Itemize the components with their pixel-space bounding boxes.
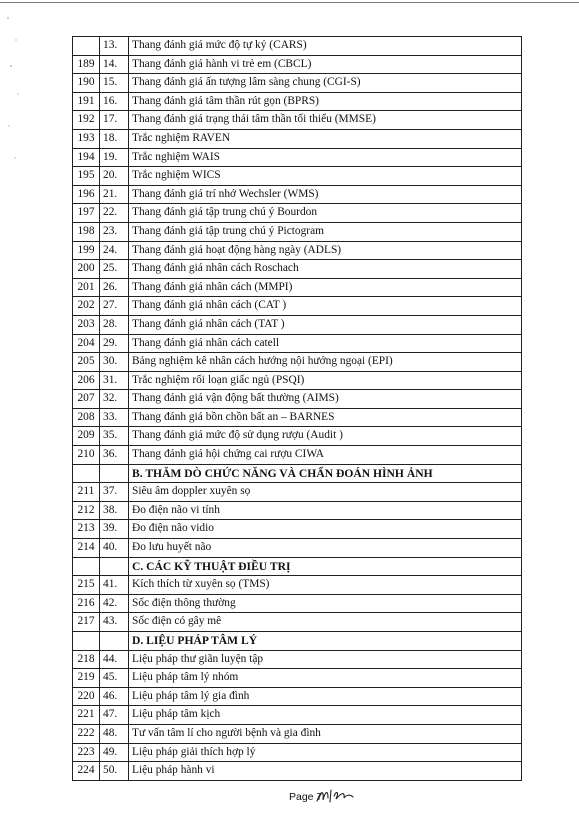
item-index: 19. xyxy=(100,148,129,167)
section-title: D. LIỆU PHÁP TÂM LÝ xyxy=(129,632,522,651)
procedure-name: Kích thích từ xuyên sọ (TMS) xyxy=(129,576,522,595)
table-row xyxy=(73,92,522,111)
item-index: 25. xyxy=(100,260,129,279)
row-number: 217 xyxy=(73,613,100,632)
table-row xyxy=(73,390,522,409)
procedure-name: Thang đánh giá ấn tượng lâm sàng chung (CGI-S) xyxy=(129,74,522,93)
table-row xyxy=(73,111,522,130)
table-row xyxy=(73,167,522,186)
procedure-name: Trắc nghiệm RAVEN xyxy=(129,129,522,148)
top-border-line xyxy=(0,2,579,3)
item-index: 40. xyxy=(100,539,129,558)
table-row xyxy=(73,650,522,669)
procedure-name: Thang đánh giá nhân cách (TAT ) xyxy=(129,315,522,334)
table-row xyxy=(73,185,522,204)
row-number: 212 xyxy=(73,501,100,520)
row-number xyxy=(73,37,100,56)
row-number: 194 xyxy=(73,148,100,167)
table-row xyxy=(73,74,522,93)
item-index: 42. xyxy=(100,594,129,613)
procedure-name: Thang đánh giá tâm thần rút gọn (BPRS) xyxy=(129,92,522,111)
procedure-name: Đo lưu huyết não xyxy=(129,539,522,558)
procedure-name: Liệu pháp tâm kịch xyxy=(129,706,522,725)
row-number: 224 xyxy=(73,762,100,781)
item-index: 36. xyxy=(100,446,129,465)
item-index: 33. xyxy=(100,408,129,427)
item-index: 50. xyxy=(100,762,129,781)
row-number: 203 xyxy=(73,315,100,334)
table-row xyxy=(73,222,522,241)
row-number: 202 xyxy=(73,297,100,316)
procedure-name: Thang đánh giá nhân cách (MMPI) xyxy=(129,278,522,297)
item-index xyxy=(100,557,129,576)
procedure-name: Bảng nghiệm kê nhân cách hướng nội hướng ngoại (EPI) xyxy=(129,353,522,372)
row-number: 216 xyxy=(73,594,100,613)
table-row xyxy=(73,687,522,706)
item-index: 31. xyxy=(100,371,129,390)
procedure-name: Sốc điện thông thường xyxy=(129,594,522,613)
row-number: 211 xyxy=(73,483,100,502)
item-index: 32. xyxy=(100,390,129,409)
table-row xyxy=(73,501,522,520)
table-row xyxy=(73,594,522,613)
procedure-name: Thang đánh giá vận động bất thường (AIMS) xyxy=(129,390,522,409)
procedure-name: Thang đánh giá nhân cách (CAT ) xyxy=(129,297,522,316)
procedure-name: Liệu pháp tâm lý nhóm xyxy=(129,669,522,688)
item-index: 22. xyxy=(100,204,129,223)
procedure-name: Thang đánh giá trạng thái tâm thần tối thiểu (MMSE) xyxy=(129,111,522,130)
item-index: 29. xyxy=(100,334,129,353)
section-title: C. CÁC KỸ THUẬT ĐIỀU TRỊ xyxy=(129,557,522,576)
row-number: 213 xyxy=(73,520,100,539)
row-number: 208 xyxy=(73,408,100,427)
row-number: 197 xyxy=(73,204,100,223)
row-number: 205 xyxy=(73,353,100,372)
procedure-name: Đo điện não vi tính xyxy=(129,501,522,520)
item-index: 16. xyxy=(100,92,129,111)
procedure-name: Đo điện não vidio xyxy=(129,520,522,539)
row-number: 220 xyxy=(73,687,100,706)
row-number: 214 xyxy=(73,539,100,558)
row-number xyxy=(73,464,100,483)
item-index: 44. xyxy=(100,650,129,669)
item-index: 18. xyxy=(100,129,129,148)
item-index: 49. xyxy=(100,743,129,762)
procedure-list-table xyxy=(72,36,522,781)
table-row xyxy=(73,706,522,725)
procedure-name: Sốc điện có gây mê xyxy=(129,613,522,632)
row-number: 192 xyxy=(73,111,100,130)
table-row xyxy=(73,129,522,148)
table-row xyxy=(73,334,522,353)
procedure-name: Trắc nghiệm WICS xyxy=(129,167,522,186)
procedure-name: Thang đánh giá hành vi trẻ em (CBCL) xyxy=(129,55,522,74)
row-number: 209 xyxy=(73,427,100,446)
table-row xyxy=(73,669,522,688)
table-row xyxy=(73,297,522,316)
row-number xyxy=(73,557,100,576)
row-number: 199 xyxy=(73,241,100,260)
table-row xyxy=(73,743,522,762)
item-index: 39. xyxy=(100,520,129,539)
section-title: B. THĂM DÒ CHỨC NĂNG VÀ CHẨN ĐOÁN HÌNH ẢNH xyxy=(129,464,522,483)
item-index: 15. xyxy=(100,74,129,93)
table-row xyxy=(73,260,522,279)
item-index: 43. xyxy=(100,613,129,632)
table-row xyxy=(73,539,522,558)
table-row xyxy=(73,353,522,372)
row-number: 223 xyxy=(73,743,100,762)
table-row xyxy=(73,55,522,74)
item-index: 45. xyxy=(100,669,129,688)
row-number: 219 xyxy=(73,669,100,688)
procedure-name: Thang đánh giá trí nhớ Wechsler (WMS) xyxy=(129,185,522,204)
row-number: 198 xyxy=(73,222,100,241)
table-row xyxy=(73,446,522,465)
item-index: 13. xyxy=(100,37,129,56)
row-number: 196 xyxy=(73,185,100,204)
procedure-name: Thang đánh giá nhân cách catell xyxy=(129,334,522,353)
item-index: 20. xyxy=(100,167,129,186)
table-row xyxy=(73,315,522,334)
item-index xyxy=(100,632,129,651)
section-heading-row xyxy=(73,557,522,576)
procedure-name: Liệu pháp thư giãn luyện tập xyxy=(129,650,522,669)
table-row xyxy=(73,241,522,260)
item-index xyxy=(100,464,129,483)
procedure-name: Liệu pháp hành vi xyxy=(129,762,522,781)
row-number xyxy=(73,632,100,651)
page-number: Page 7 xyxy=(289,791,323,803)
procedure-name: Liệu pháp tâm lý gia đình xyxy=(129,687,522,706)
row-number: 222 xyxy=(73,724,100,743)
procedure-name: Thang đánh giá tập trung chú ý Bourdon xyxy=(129,204,522,223)
item-index: 24. xyxy=(100,241,129,260)
procedure-name: Tư vấn tâm lí cho người bệnh và gia đình xyxy=(129,724,522,743)
procedure-name: Trắc nghiệm WAIS xyxy=(129,148,522,167)
table-row xyxy=(73,204,522,223)
procedure-name: Thang đánh giá hội chứng cai rượu CIWA xyxy=(129,446,522,465)
procedure-name: Thang đánh giá hoạt động hàng ngày (ADLS) xyxy=(129,241,522,260)
table-row xyxy=(73,483,522,502)
table-row xyxy=(73,427,522,446)
row-number: 221 xyxy=(73,706,100,725)
row-number: 200 xyxy=(73,260,100,279)
item-index: 48. xyxy=(100,724,129,743)
item-index: 26. xyxy=(100,278,129,297)
row-number: 191 xyxy=(73,92,100,111)
row-number: 207 xyxy=(73,390,100,409)
item-index: 23. xyxy=(100,222,129,241)
item-index: 41. xyxy=(100,576,129,595)
item-index: 35. xyxy=(100,427,129,446)
item-index: 46. xyxy=(100,687,129,706)
item-index: 30. xyxy=(100,353,129,372)
table-row xyxy=(73,613,522,632)
item-index: 27. xyxy=(100,297,129,316)
item-index: 14. xyxy=(100,55,129,74)
table-row xyxy=(73,408,522,427)
table-row xyxy=(73,37,522,56)
row-number: 193 xyxy=(73,129,100,148)
table-row xyxy=(73,371,522,390)
table-row xyxy=(73,576,522,595)
scan-edge-speckles xyxy=(2,8,24,188)
procedure-name: Siêu âm doppler xuyên sọ xyxy=(129,483,522,502)
row-number: 215 xyxy=(73,576,100,595)
row-number: 201 xyxy=(73,278,100,297)
row-number: 210 xyxy=(73,446,100,465)
row-number: 204 xyxy=(73,334,100,353)
procedure-name: Trắc nghiệm rối loạn giấc ngủ (PSQI) xyxy=(129,371,522,390)
item-index: 17. xyxy=(100,111,129,130)
item-index: 28. xyxy=(100,315,129,334)
row-number: 189 xyxy=(73,55,100,74)
row-number: 195 xyxy=(73,167,100,186)
item-index: 47. xyxy=(100,706,129,725)
section-heading-row xyxy=(73,464,522,483)
table-row xyxy=(73,724,522,743)
table-row xyxy=(73,148,522,167)
handwritten-initials xyxy=(315,786,355,806)
item-index: 21. xyxy=(100,185,129,204)
table-row xyxy=(73,520,522,539)
section-heading-row xyxy=(73,632,522,651)
procedure-name: Thang đánh giá bồn chồn bất an – BARNES xyxy=(129,408,522,427)
row-number: 206 xyxy=(73,371,100,390)
procedure-name: Liệu pháp giải thích hợp lý xyxy=(129,743,522,762)
procedure-name: Thang đánh giá nhân cách Roschach xyxy=(129,260,522,279)
item-index: 37. xyxy=(100,483,129,502)
procedure-name: Thang đánh giá mức độ sử dụng rượu (Audit ) xyxy=(129,427,522,446)
row-number: 190 xyxy=(73,74,100,93)
procedure-name: Thang đánh giá tập trung chú ý Pictogram xyxy=(129,222,522,241)
table-row xyxy=(73,762,522,781)
procedure-list-body xyxy=(73,37,522,781)
procedure-name: Thang đánh giá mức độ tự kỷ (CARS) xyxy=(129,37,522,56)
table-row xyxy=(73,278,522,297)
row-number: 218 xyxy=(73,650,100,669)
item-index: 38. xyxy=(100,501,129,520)
